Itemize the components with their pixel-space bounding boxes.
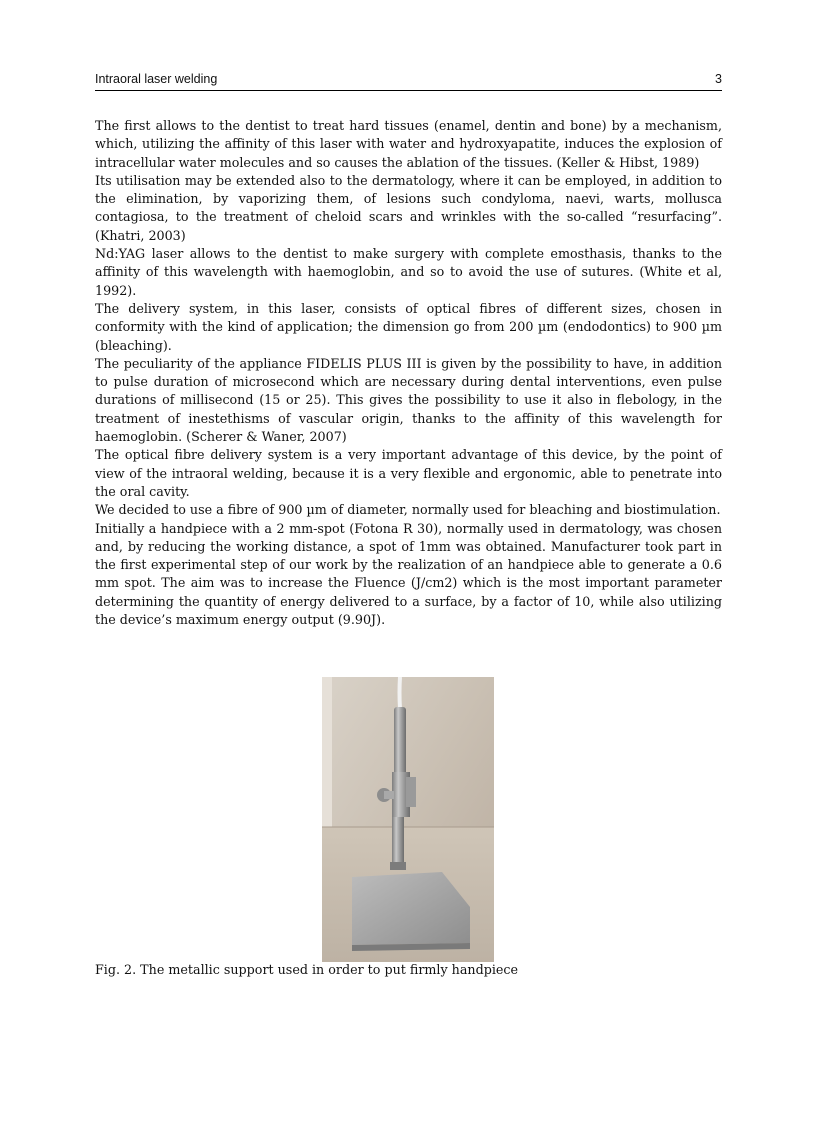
paragraph: The delivery system, in this laser, consists of optical fibres of different sizes, chosen in conformity with the kind of application; the dimension go from 200 µm (endodontics) to 900 µm (bleaching). [95, 300, 722, 353]
figure-caption: Fig. 2. The metallic support used in order to put firmly handpiece [95, 962, 519, 977]
paragraph: Nd:YAG laser allows to the dentist to make surgery with complete emosthasis, thanks to the affinity of this wavelength with haemoglobin, and so to avoid the use of sutures. (White et al, 1992). [95, 246, 722, 298]
running-title: Intraoral laser welding [95, 72, 218, 86]
body-text [95, 117, 722, 629]
paragraph: The peculiarity of the appliance FIDELIS PLUS III is given by the possibility to have, in addition to pulse duration of microsecond which are necessary during dental interventions, even pulse durations of millisecond (15 or 25). This gives the possibility to use it also in flebology, in the treatment of inestethisms of vascular origin, thanks to the affinity of this wavelength for haemoglobin. (Scherer & Waner, 2007) [95, 355, 722, 445]
running-header [95, 72, 722, 91]
paragraph: Its utilisation may be extended also to the dermatology, where it can be employed, in addition to the elimination, by vaporizing them, of lesions such condyloma, naevi, warts, mollusca contagiosa, to the treatment of cheloid scars and wrinkles with the so-called “resurfacing”. (Khatri, 2003) [95, 172, 722, 243]
paragraph: Initially a handpiece with a 2 mm-spot (Fotona R 30), normally used in dermatology, was chosen and, by reducing the working distance, a spot of 1mm was obtained. Manufacturer took part in the first experimental step of our work by the realization of an handpiece able to generate a 0.6 mm spot. The aim was to increase the Fluence (J/cm2) which is the most important parameter determining the quantity of energy delivered to a surface, by a factor of 10, while also utilizing the device’s maximum energy output (9.90J). [95, 520, 722, 628]
paragraph: The optical fibre delivery system is a very important advantage of this device, by the point of view of the intraoral welding, because it is a very flexible and ergonomic, able to penetrate into the oral cavity. [95, 447, 722, 499]
handpiece-support-photo [322, 677, 494, 962]
figure-photo [322, 677, 494, 962]
paragraph: We decided to use a fibre of 900 µm of diameter, normally used for bleaching and biostimulation. [95, 502, 721, 518]
paragraph: The first allows to the dentist to treat hard tissues (enamel, dentin and bone) by a mechanism, which, utilizing the affinity of this laser with water and hydroxyapatite, induces the explosion of intracellular water molecules and so causes the ablation of the tissues. (Keller & Hibst, 1989) [95, 118, 722, 170]
page-number: 3 [715, 72, 722, 86]
